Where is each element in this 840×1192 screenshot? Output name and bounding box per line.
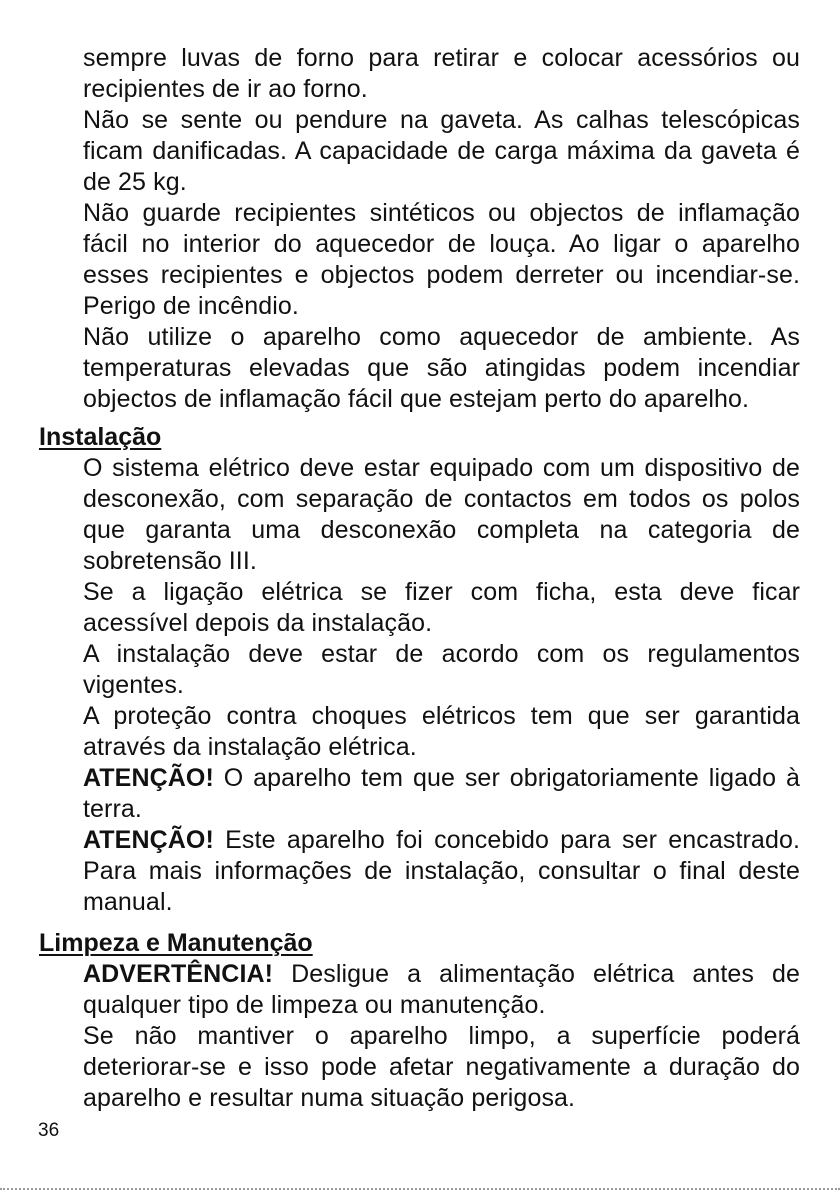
page-edge-divider [0, 1188, 840, 1190]
advertencia-text: Desligue a alimentação elétrica antes de qualquer tipo de limpeza ou manutenção. [83, 960, 800, 1019]
warning-label: ATENÇÃO! [83, 764, 214, 792]
installation-paragraph-disconnection: O sistema elétrico deve estar equipado com um dispositivo de desconexão, com separação de contactos em todos os polos que garanta uma desconexão completa na categoria de sobretensão III. [83, 454, 800, 575]
installation-warning-built-in [83, 825, 800, 918]
installation-paragraph-shock-protection: A proteção contra choques elétricos tem que ser garantida através da instalação elétrica. [83, 702, 800, 761]
warning-label: ATENÇÃO! [83, 826, 214, 854]
page-number: 36 [38, 1120, 60, 1141]
warning-text: O aparelho tem que ser obrigatoriamente ligado à terra. [83, 764, 800, 823]
installation-paragraph-plug: Se a ligação elétrica se fizer com ficha, esta deve ficar acessível depois da instalação. [83, 578, 800, 637]
installation-heading: Instalação [39, 423, 162, 451]
advertencia-label: ADVERTÊNCIA! [83, 960, 274, 988]
safety-paragraph-drawer: Não se sente ou pendure na gaveta. As calhas telescópicas ficam danificadas. A capacidade de carga máxima da gaveta é de 25 kg. [83, 106, 800, 196]
warning-text: Este aparelho foi concebido para ser encastrado. Para mais informações de instalação, consultar o final deste manual. [83, 826, 800, 916]
maintenance-paragraph-cleanliness: Se não mantiver o aparelho limpo, a superfície poderá deteriorar-se e isso pode afetar negativamente a duração do aparelho e resultar numa situação perigosa. [83, 1022, 800, 1112]
safety-paragraph-synthetic-containers: Não guarde recipientes sintéticos ou objectos de inflamação fácil no interior do aquecedor de louça. Ao ligar o aparelho esses recipientes e objectos podem derreter ou incendiar-se. Perigo de incêndio. [83, 199, 800, 320]
maintenance-heading: Limpeza e Manutenção [39, 929, 313, 957]
installation-paragraph-regulations: A instalação deve estar de acordo com os regulamentos vigentes. [83, 640, 800, 699]
maintenance-warning-power [83, 959, 800, 1021]
safety-paragraph-room-heater: Não utilize o aparelho como aquecedor de ambiente. As temperaturas elevadas que são atingidas podem incendiar objectos de inflamação fácil que estejam perto do aparelho. [83, 323, 800, 413]
installation-warning-earth [83, 763, 800, 825]
safety-paragraph-gloves: sempre luvas de forno para retirar e colocar acessórios ou recipientes de ir ao forno. [83, 44, 800, 103]
